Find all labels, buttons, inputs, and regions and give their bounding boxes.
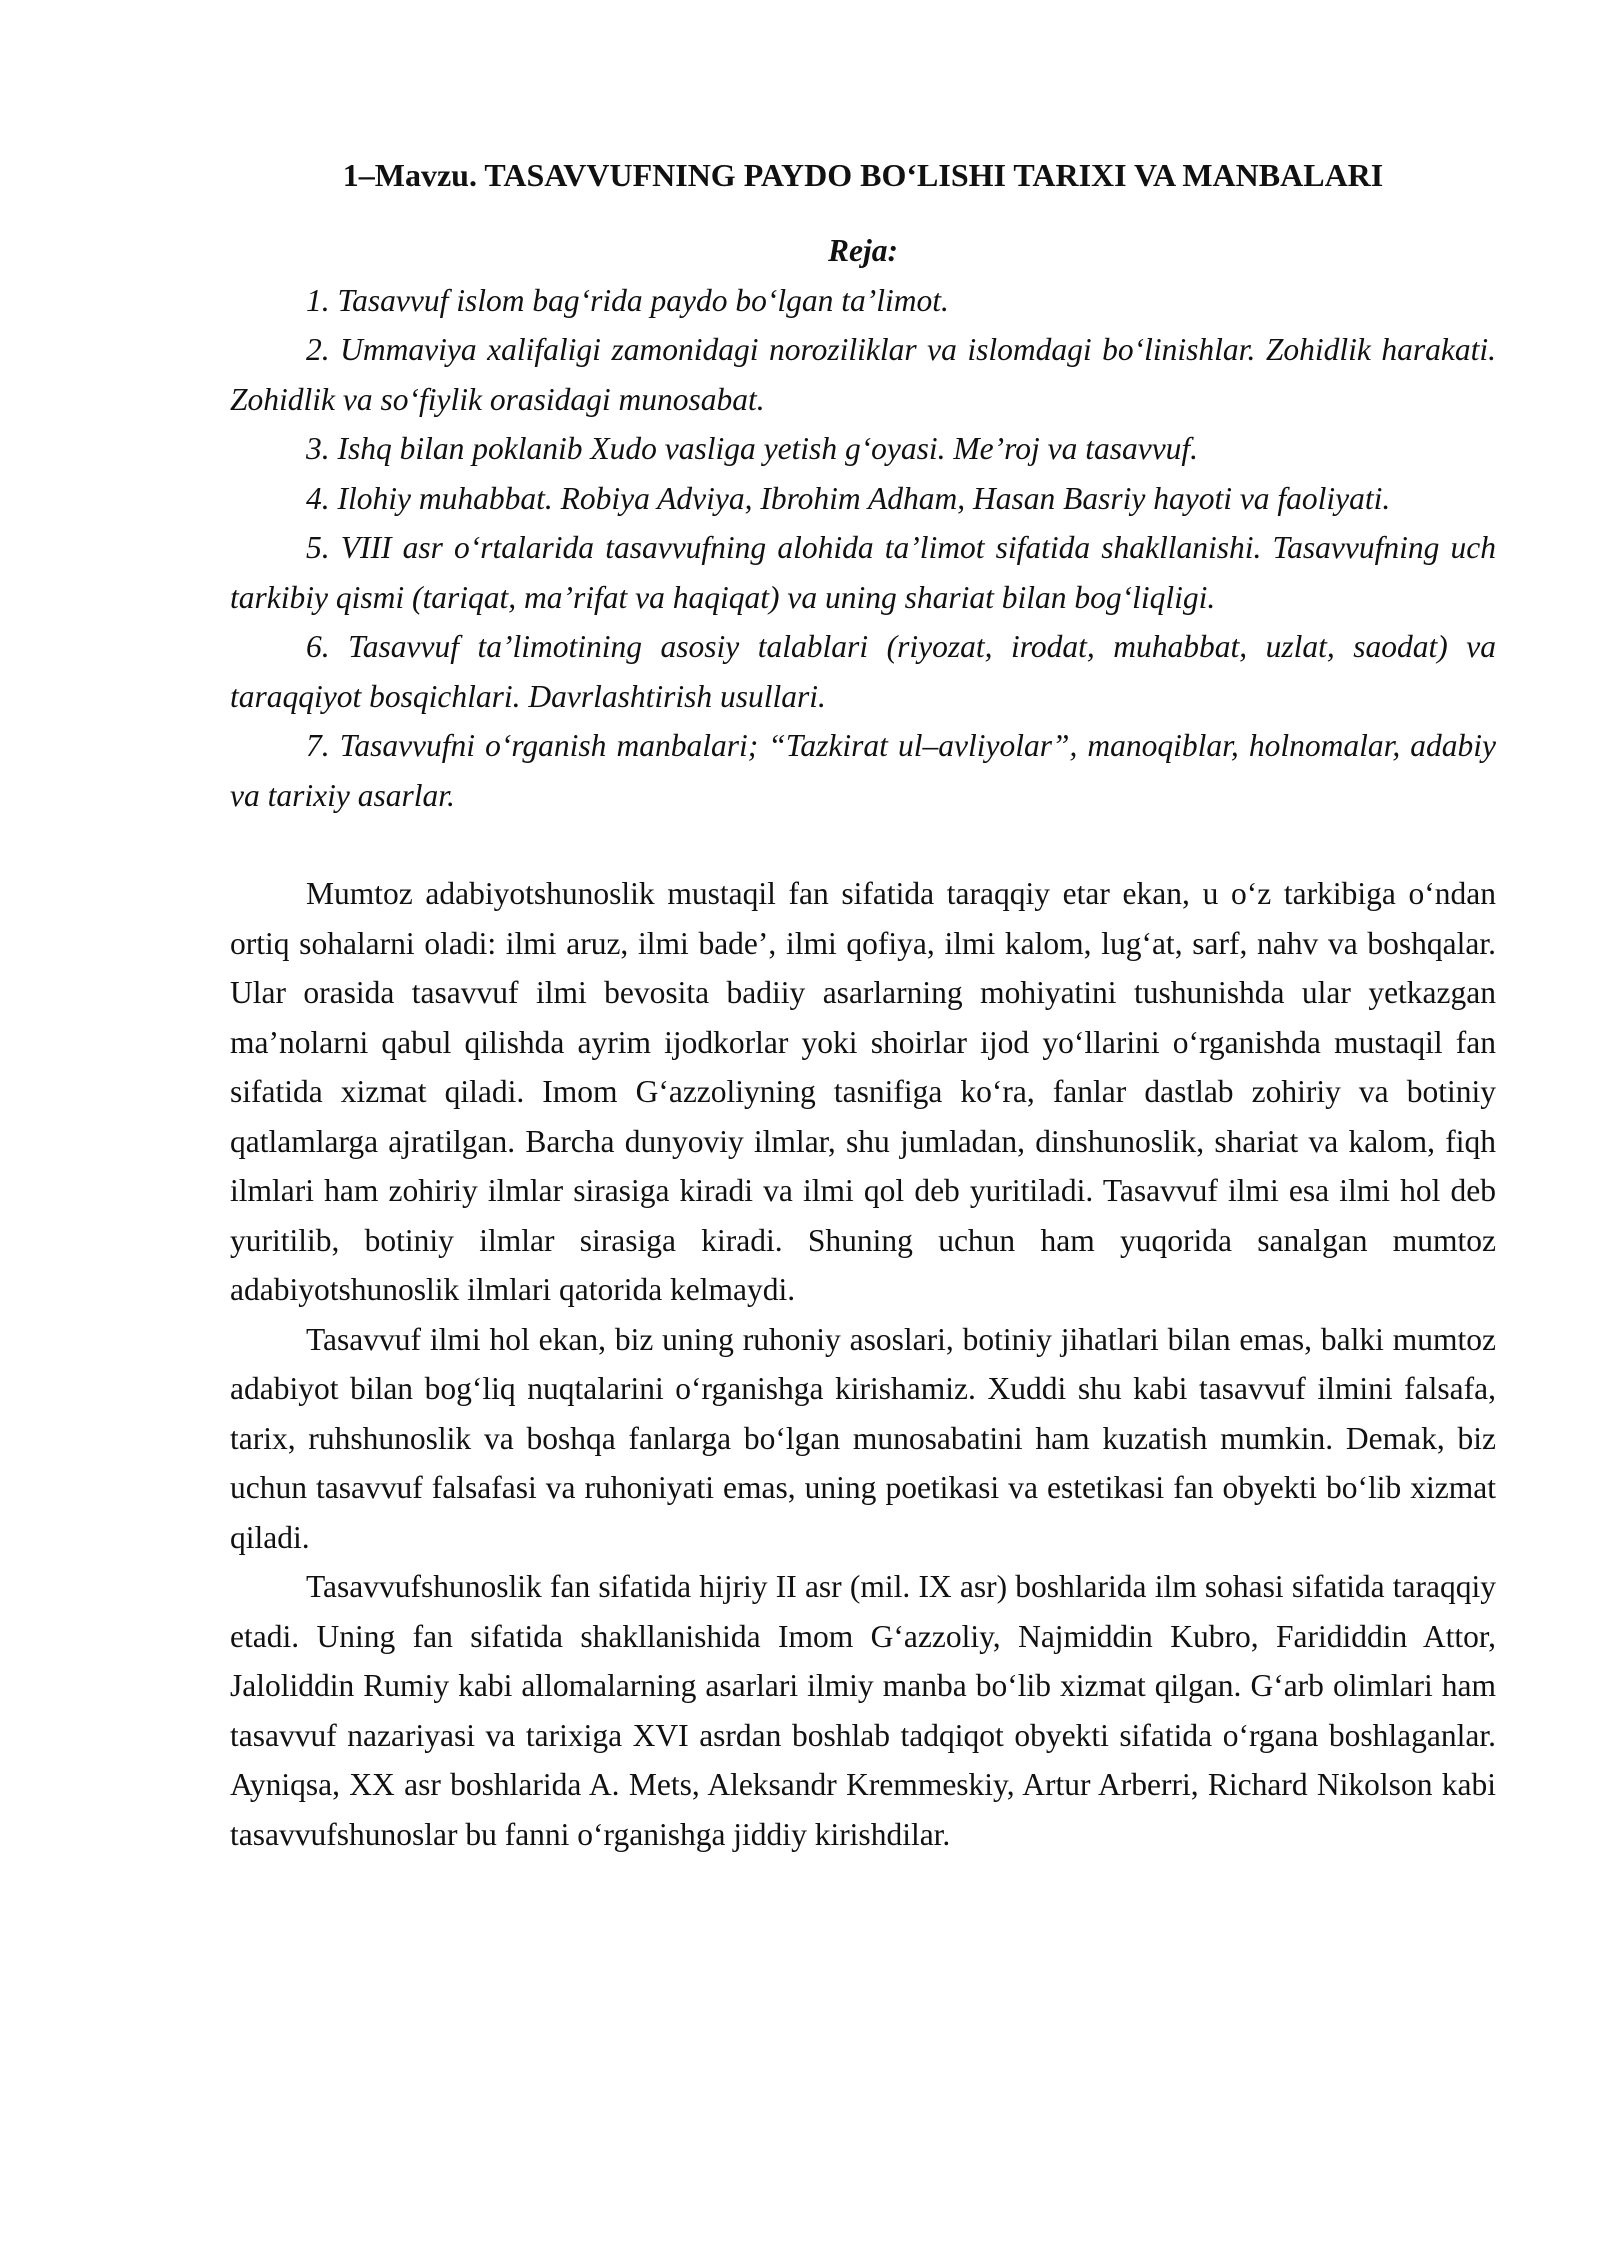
plan-item-number: 7. bbox=[306, 728, 330, 763]
plan-list bbox=[230, 276, 1496, 821]
plan-item bbox=[230, 622, 1496, 721]
plan-item-number: 4. bbox=[306, 480, 330, 516]
plan-item-text: Tasavvuf islom bag‘rida paydo bo‘lgan ta’limot. bbox=[337, 282, 949, 318]
plan-item-number: 3. bbox=[306, 431, 330, 466]
body-text bbox=[230, 869, 1496, 1859]
plan-item bbox=[230, 721, 1496, 820]
body-paragraph: Tasavvufshunoslik fan sifatida hijriy II asr (mil. IX asr) boshlarida ilm sohasi sifatida taraqqiy etadi. Uning fan sifatida shakllanishida Imom G‘azzoliy, Najmiddin Kubro, Farididdin Attor, Jaloliddin Rumiy kabi allomalarning asarlari ilmiy manba bo‘lib xizmat qilgan. G‘arb olimlari ham tasavvuf nazariyasi va tarixiga XVI asrdan boshlab tadqiqot obyekti sifatida o‘rgana boshlaganlar. Ayniqsa, XX asr boshlarida A. Mets, Aleksandr Kremmeskiy, Artur Arberri, Richard Nikolson kabi tasavvufshunoslar bu fanni o‘rganishga jiddiy kirishdilar. bbox=[230, 1569, 1496, 1852]
document-page bbox=[230, 150, 1496, 1859]
plan-item-text: Ilohiy muhabbat. Robiya Adviya, Ibrohim Adham, Hasan Basriy hayoti va faoliyati. bbox=[337, 480, 1391, 516]
plan-item-number: 5. bbox=[306, 530, 330, 565]
plan-item bbox=[230, 424, 1496, 474]
body-paragraph: Tasavvuf ilmi hol ekan, biz uning ruhoniy asoslari, botiniy jihatlari bilan emas, balki mumtoz adabiyot bilan bog‘liq nuqtalarini o‘rganishga kirishamiz. Xuddi shu kabi tasavvuf ilmini falsafa, tarix, ruhshunoslik va boshqa fanlarga bo‘lgan munosabatini ham kuzatish mumkin. Demak, biz uchun tasavvuf falsafasi va ruhoniyati emas, uning poetikasi va estetikasi fan obyekti bo‘lib xizmat qiladi. bbox=[230, 1321, 1496, 1555]
plan-item-number: 6. bbox=[306, 629, 330, 664]
document-title: 1–Mavzu. TASAVVUFNING PAYDO BO‘LISHI TARIXI VA MANBALARI bbox=[342, 157, 1384, 193]
plan-item bbox=[230, 523, 1496, 622]
plan-item-text: Tasavvuf ta’limotining asosiy talablari (riyozat, irodat, muhabbat, uzlat, saodat) va taraqqiyot bosqichlari. Davrlashtirish usullari. bbox=[230, 629, 1497, 714]
plan-item-number: 2. bbox=[306, 332, 330, 367]
plan-item bbox=[230, 276, 1496, 326]
plan-item-text: Tasavvufni o‘rganish manbalari; “Tazkirat ul–avliyolar”, manoqiblar, holnomalar, adabiy va tarixiy asarlar. bbox=[230, 728, 1497, 813]
plan-item bbox=[230, 474, 1496, 524]
plan-item-text: Ummaviya xalifaligi zamonidagi noroziliklar va islomdagi bo‘linishlar. Zohidlik harakati. Zohidlik va so‘fiylik orasidagi munosabat. bbox=[230, 332, 1497, 417]
body-paragraph: Mumtoz adabiyotshunoslik mustaqil fan sifatida taraqqiy etar ekan, u o‘z tarkibiga o‘ndan ortiq sohalarni oladi: ilmi aruz, ilmi bade’, ilmi qofiya, ilmi kalom, lug‘at, sarf, nahv va boshqalar. Ular orasida tasavvuf ilmi bevosita badiiy asarlarning mohiyatini tushunishda ular yetkazgan ma’nolarni qabul qilishda ayrim ijodkorlar yoki shoirlar ijod yo‘llarini o‘rganishda mustaqil fan sifatida xizmat qiladi. Imom G‘azzoliyning tasnifiga ko‘ra, fanlar dastlab zohiriy va botiniy qatlamlarga ajratilgan. Barcha dunyoviy ilmlar, shu jumladan, dinshunoslik, shariat va kalom, fiqh ilmlari ham zohiriy ilmlar sirasiga kiradi va ilmi qol deb yuritiladi. Tasavvuf ilmi esa ilmi hol deb yuritilib, botiniy ilmlar sirasiga kiradi. Shuning uchun ham yuqorida sanalgan mumtoz adabiyotshunoslik ilmlari qatorida kelmaydi. bbox=[230, 876, 1496, 1307]
plan-heading: Reja: bbox=[828, 233, 898, 268]
plan-item bbox=[230, 325, 1496, 424]
plan-item-text: VIII asr o‘rtalarida tasavvufning alohida ta’limot sifatida shakllanishi. Tasavvufning uch tarkibiy qismi (tariqat, ma’rifat va haqiqat) va uning shariat bilan bog‘liqligi. bbox=[230, 530, 1497, 615]
plan-item-number: 1. bbox=[306, 282, 330, 318]
plan-item-text: Ishq bilan poklanib Xudo vasliga yetish g‘oyasi. Me’roj va tasavvuf. bbox=[337, 431, 1199, 466]
